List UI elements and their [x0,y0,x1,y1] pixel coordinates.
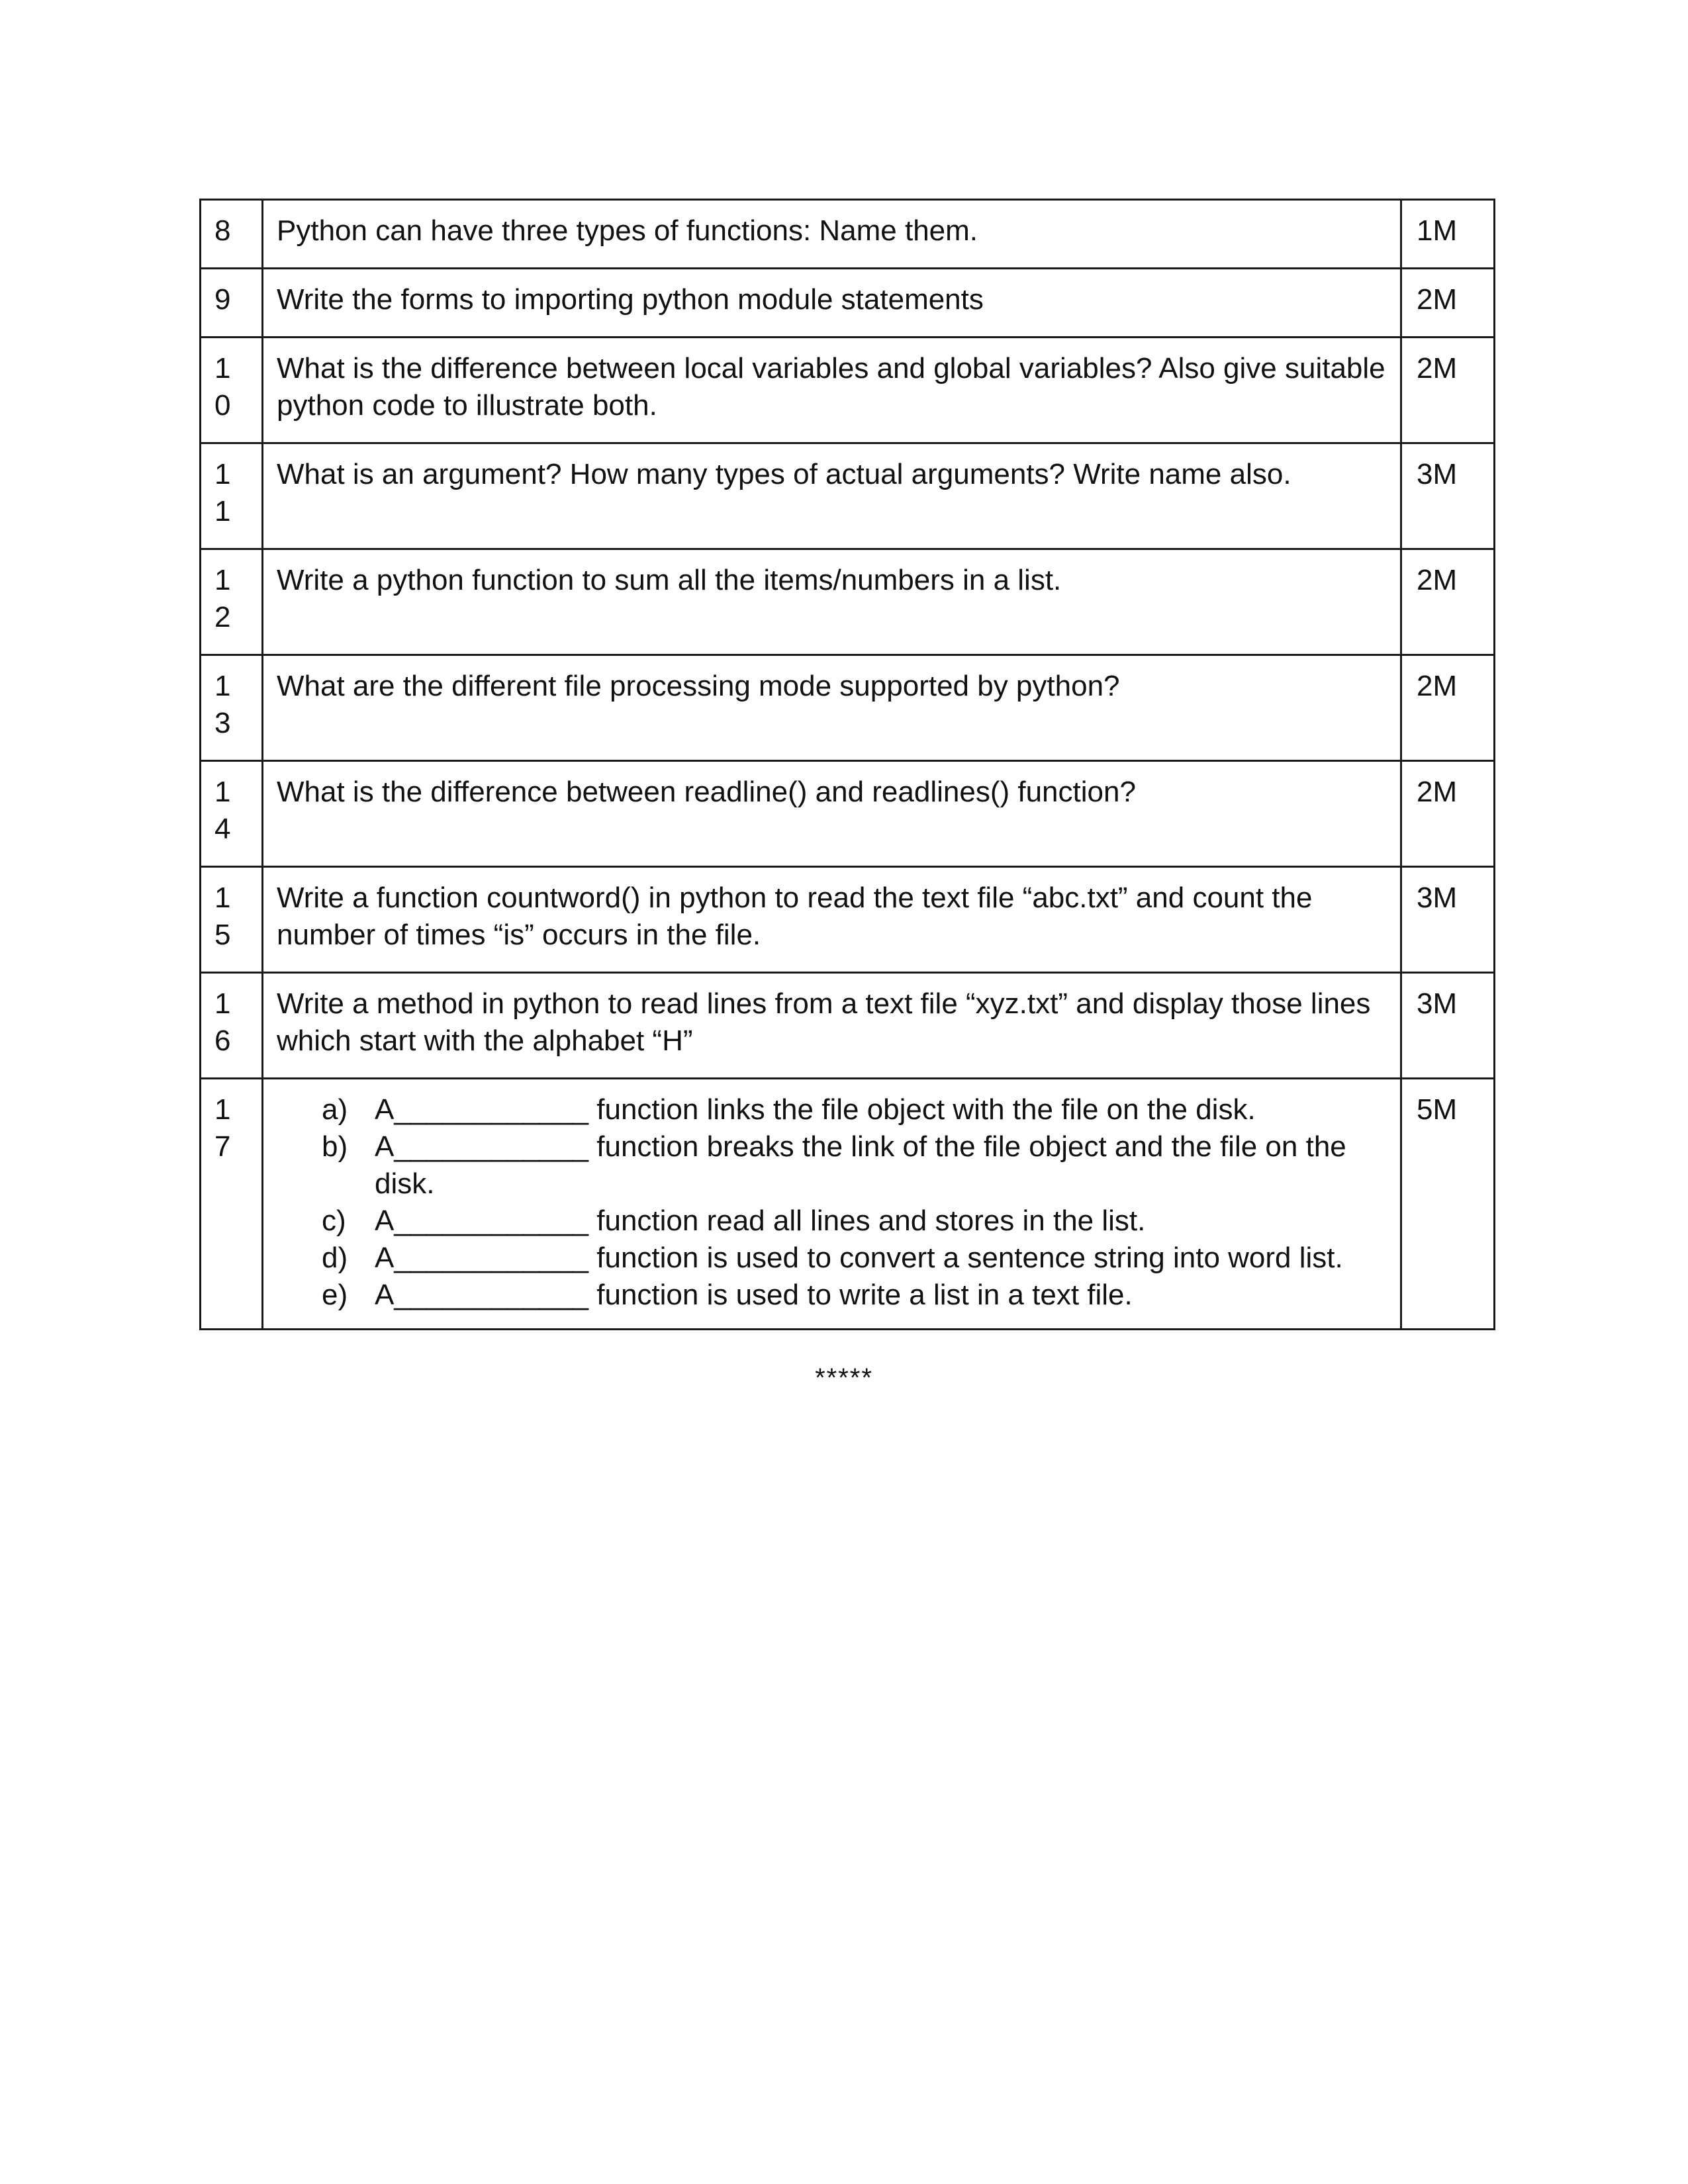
question-row-17 [201,1079,1495,1330]
question-number-digit: 3 [214,707,231,739]
fill-in-question [263,1079,1401,1330]
item-letter: b) [322,1130,348,1163]
question-number [201,1079,263,1330]
item-text: function breaks the link of the file object and the file on the disk. [375,1130,1346,1200]
question-marks: 1M [1401,200,1495,269]
question-number-digit: 1 [214,776,231,808]
question-number [201,655,263,761]
item-letter: d) [322,1242,348,1274]
question-number-digit: 7 [214,1130,231,1163]
blank-underline: ____________ [394,1242,589,1274]
question-number-digit: 1 [214,1093,231,1126]
item-letter: a) [322,1093,348,1126]
question-text: What is an argument? How many types of actual arguments? Write name also. [263,443,1401,549]
question-number-digit: 8 [214,214,231,247]
fill-in-item [277,1203,1387,1240]
question-text: Write a python function to sum all the items/numbers in a list. [263,549,1401,655]
question-row-11 [201,443,1495,549]
fill-in-item [277,1091,1387,1128]
fill-in-item [277,1277,1387,1314]
question-marks: 2M [1401,549,1495,655]
question-marks: 2M [1401,655,1495,761]
question-row-14 [201,761,1495,867]
item-prefix: A [375,1205,395,1237]
question-text: Write a function countword() in python to read the text file “abc.txt” and count the number of times “is” occurs in the file. [263,867,1401,973]
question-row-8 [201,200,1495,269]
item-prefix: A [375,1279,395,1311]
item-text: function links the file object with the file on the disk. [596,1093,1256,1126]
fill-in-list [277,1091,1387,1314]
question-number [201,200,263,269]
question-number-digit: 0 [214,389,231,422]
question-row-9 [201,269,1495,338]
question-row-13 [201,655,1495,761]
question-table [199,199,1495,1330]
question-number-digit: 6 [214,1024,231,1057]
question-number [201,443,263,549]
question-marks: 2M [1401,338,1495,443]
question-text: What is the difference between local variables and global variables? Also give suitable python code to illustrate both. [263,338,1401,443]
question-text: What are the different file processing mode supported by python? [263,655,1401,761]
question-row-12 [201,549,1495,655]
question-text: What is the difference between readline() and readlines() function? [263,761,1401,867]
fill-in-item [277,1128,1387,1203]
question-number [201,338,263,443]
question-number-digit: 1 [214,495,231,527]
question-row-15 [201,867,1495,973]
question-number-digit: 1 [214,564,231,596]
question-marks: 3M [1401,867,1495,973]
blank-underline: ____________ [394,1279,589,1311]
item-prefix: A [375,1093,395,1126]
question-number [201,549,263,655]
question-number [201,761,263,867]
question-number [201,867,263,973]
question-number-digit: 1 [214,352,231,385]
question-number-digit: 9 [214,283,231,316]
item-letter: e) [322,1279,348,1311]
question-row-16 [201,973,1495,1079]
question-marks: 3M [1401,443,1495,549]
question-text: Write the forms to importing python module statements [263,269,1401,338]
end-of-paper-mark: ***** [815,1363,873,1392]
blank-underline: ____________ [394,1093,589,1126]
question-number-digit: 1 [214,670,231,702]
item-text: function is used to convert a sentence string into word list. [596,1242,1343,1274]
question-text: Write a method in python to read lines from a text file “xyz.txt” and display those lines which start with the alphabet “H” [263,973,1401,1079]
blank-underline: ____________ [394,1205,589,1237]
question-marks: 3M [1401,973,1495,1079]
question-text: Python can have three types of functions: Name them. [263,200,1401,269]
question-number-digit: 4 [214,813,231,845]
item-letter: c) [322,1205,346,1237]
item-text: function read all lines and stores in the list. [596,1205,1146,1237]
question-number-digit: 2 [214,601,231,633]
item-text: function is used to write a list in a text file. [596,1279,1133,1311]
question-number [201,269,263,338]
item-prefix: A [375,1242,395,1274]
blank-underline: ____________ [394,1130,589,1163]
question-number [201,973,263,1079]
question-marks: 2M [1401,269,1495,338]
question-number-digit: 1 [214,882,231,914]
question-marks: 5M [1401,1079,1495,1330]
question-number-digit: 5 [214,919,231,951]
question-marks: 2M [1401,761,1495,867]
question-row-10 [201,338,1495,443]
question-number-digit: 1 [214,987,231,1020]
item-prefix: A [375,1130,395,1163]
question-number-digit: 1 [214,458,231,490]
fill-in-item [277,1240,1387,1277]
